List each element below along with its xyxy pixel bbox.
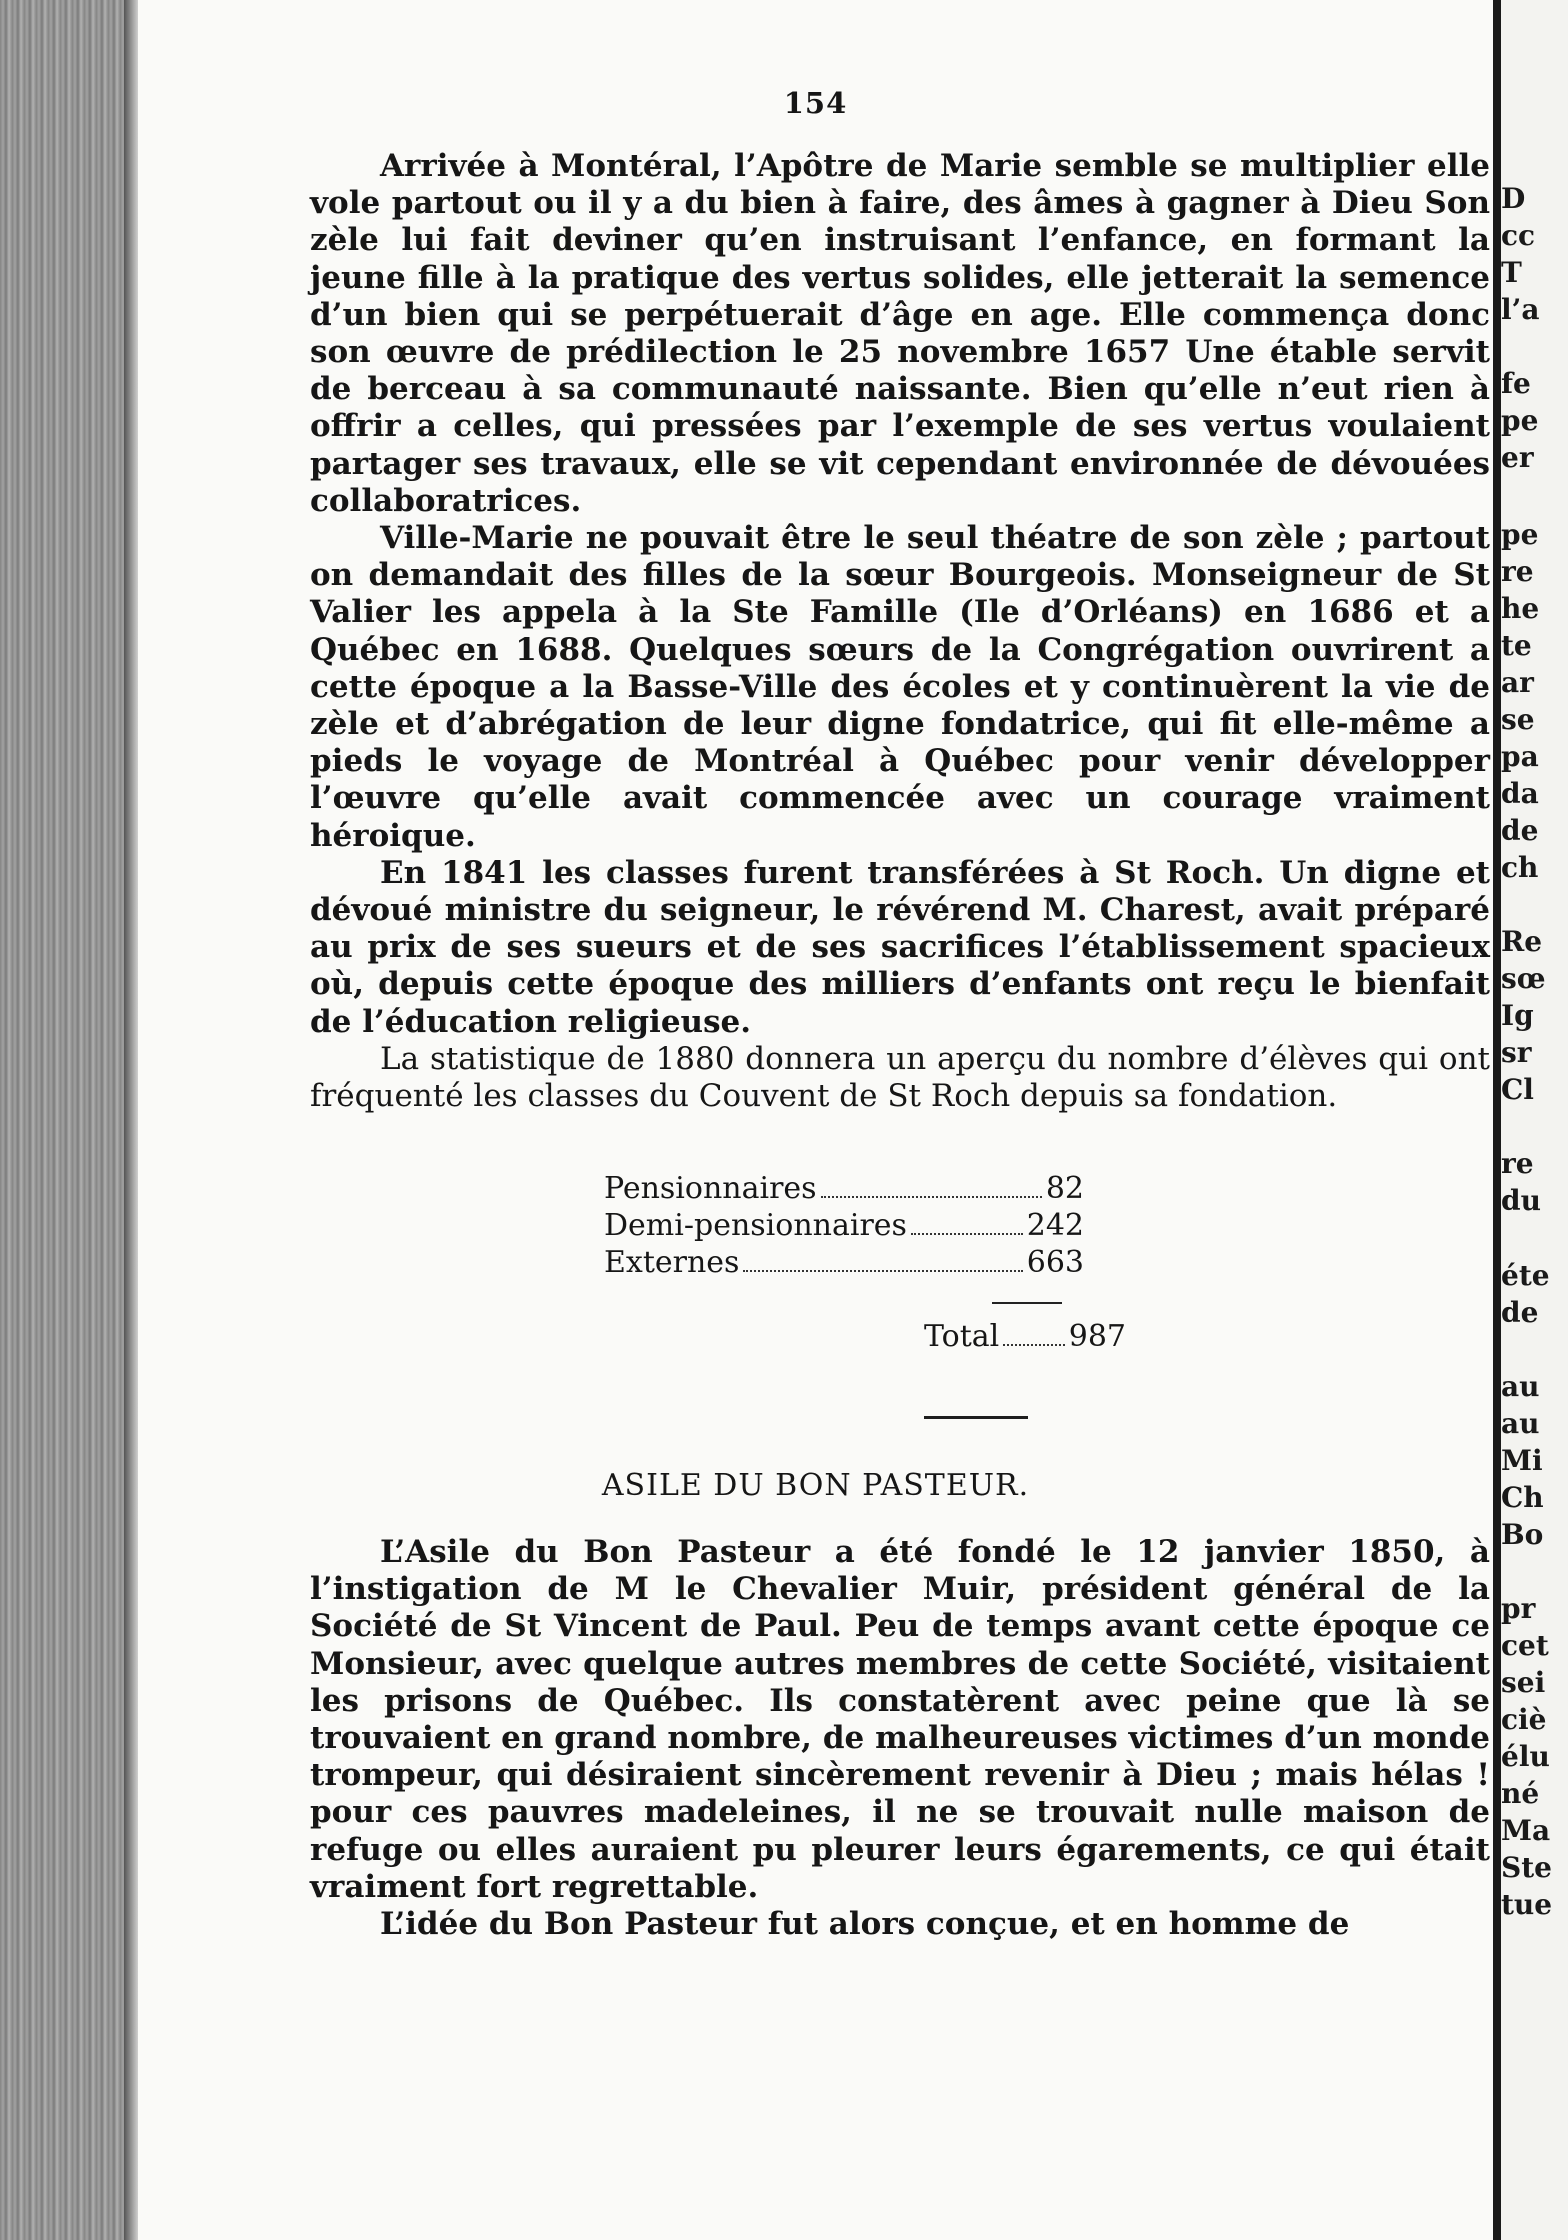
- stat-value: 663: [1026, 1245, 1084, 1280]
- dot-leader: [821, 1161, 1042, 1198]
- binding-shadow: [124, 0, 138, 2240]
- adjacent-page-text-fragment: ciè: [1501, 1703, 1547, 1736]
- stat-label: Pensionnaires: [604, 1171, 817, 1206]
- adjacent-page-text-fragment: Mi: [1501, 1444, 1543, 1477]
- adjacent-page-text-fragment: sœ: [1501, 962, 1546, 995]
- adjacent-page-text-fragment: ar: [1501, 666, 1534, 699]
- adjacent-page-text-fragment: Ig: [1501, 999, 1534, 1032]
- adjacent-page-text-fragment: élu: [1501, 1740, 1550, 1773]
- paragraph-1: Arrivée à Montéral, l’Apôtre de Marie semble se multiplier elle vole partout ou il y a du bien à faire, des âmes à gagner à Dieu Son zèle lui fait deviner qu’en instruisant l’enfance, en formant la jeune fille à la pratique des vertus solides, elle jetterait la semence d’un bien qui se perpétuerait d’âge en age. Elle commença donc son œuvre de prédilection le 25 novembre 1657 Une étable servit de berceau à sa communauté naissante. Bien qu’elle n’eut rien à offrir a celles, qui pressées par l’exemple de ses vertus voulaient partager ses travaux, elle se vit cependant environnée de dévouées collaboratrices.: [310, 148, 1490, 519]
- adjacent-page-text-fragment: Ste: [1501, 1851, 1552, 1884]
- adjacent-page-text-fragment: se: [1501, 703, 1535, 736]
- stat-row-externes: [604, 1244, 1084, 1281]
- adjacent-page-text-fragment: l’a: [1501, 293, 1540, 326]
- book-binding-edge: [0, 0, 130, 2240]
- adjacent-page-text-fragment: au: [1501, 1407, 1540, 1440]
- adjacent-page-text-fragment: Ma: [1501, 1814, 1551, 1847]
- adjacent-page-text-fragment: he: [1501, 592, 1540, 625]
- section-divider: [924, 1416, 1028, 1419]
- statistics-table: [604, 1170, 1084, 1281]
- adjacent-page-text-fragment: pe: [1501, 518, 1539, 551]
- adjacent-page-text-fragment: da: [1501, 777, 1539, 810]
- page-number: 154: [783, 86, 848, 120]
- adjacent-page-text-fragment: Cl: [1501, 1073, 1534, 1106]
- paragraph-3: En 1841 les classes furent transférées à St Roch. Un digne et dévoué ministre du seigneur, le révérend M. Charest, avait préparé au prix de ses sueurs et de ses sacrifices l’établissement spacieux où, depuis cette époque des milliers d’enfants ont reçu le bienfait de l’éducation religieuse.: [310, 854, 1490, 1040]
- dot-leader: [743, 1235, 1022, 1272]
- adjacent-page-text-fragment: T: [1501, 256, 1522, 289]
- adjacent-page-text-fragment: Ch: [1501, 1481, 1544, 1514]
- adjacent-page-text-fragment: Re: [1501, 925, 1543, 958]
- adjacent-page-text-fragment: er: [1501, 441, 1534, 474]
- scanned-page: [138, 0, 1493, 2240]
- body-text-section-1: [310, 148, 1490, 1115]
- stat-total-row: [924, 1318, 1126, 1355]
- total-label: Total: [924, 1319, 1000, 1354]
- adjacent-page-text-fragment: ch: [1501, 851, 1539, 884]
- adjacent-page-text-fragment: cet: [1501, 1629, 1549, 1662]
- dot-leader: [1003, 1309, 1064, 1346]
- dot-leader: [911, 1198, 1023, 1235]
- adjacent-page-text-fragment: pa: [1501, 740, 1539, 773]
- sum-rule: [992, 1302, 1062, 1304]
- total-value: 987: [1068, 1319, 1126, 1354]
- paragraph-5: L’Asile du Bon Pasteur a été fondé le 12 janvier 1850, à l’instigation de M le Chevalier Muir, président général de la Société de St Vincent de Paul. Peu de temps avant cette époque ce Monsieur, avec quelque autres membres de cette Société, visitaient les prisons de Québec. Ils constatèrent avec peine que là se trouvaient en grand nombre, de malheureuses victimes d’un monde trompeur, qui désiraient sincèrement revenir à Dieu ; mais hélas ! pour ces pauvres madeleines, il ne se trouvait nulle maison de refuge ou elles auraient pu pleurer leurs égarements, ce qui était vraiment fort regrettable.: [310, 1534, 1490, 1905]
- adjacent-page-text-fragment: au: [1501, 1370, 1540, 1403]
- adjacent-page-text-fragment: du: [1501, 1184, 1541, 1217]
- body-text-section-2: [310, 1534, 1490, 1943]
- adjacent-page-text-fragment: cc: [1501, 219, 1536, 252]
- paragraph-4: La statistique de 1880 donnera un aperçu du nombre d’élèves qui ont fréquenté les classes du Couvent de St Roch depuis sa fondation.: [310, 1040, 1490, 1115]
- adjacent-page-text-fragment: de: [1501, 814, 1539, 847]
- section-title: ASILE DU BON PASTEUR.: [601, 1468, 1030, 1503]
- adjacent-page-text-fragment: né: [1501, 1777, 1540, 1810]
- adjacent-page-text-fragment: de: [1501, 1296, 1539, 1329]
- paragraph-6: L’idée du Bon Pasteur fut alors conçue, et en homme de: [380, 1906, 1350, 1943]
- adjacent-page-text-fragment: fe: [1501, 367, 1531, 400]
- adjacent-page-text-fragment: re: [1501, 1147, 1534, 1180]
- adjacent-page-text-fragment: sr: [1501, 1036, 1532, 1069]
- adjacent-page-text-fragment: pr: [1501, 1592, 1536, 1625]
- adjacent-page-text-fragment: te: [1501, 629, 1532, 662]
- adjacent-page-text-fragment: éte: [1501, 1259, 1550, 1292]
- stat-value: 242: [1026, 1208, 1084, 1243]
- adjacent-page-text-fragment: tue: [1501, 1888, 1553, 1921]
- stat-label: Externes: [604, 1245, 740, 1280]
- paragraph-2: Ville-Marie ne pouvait être le seul théatre de son zèle ; partout on demandait des filles de la sœur Bourgeois. Monseigneur de St Valier les appela à la Ste Famille (Ile d’Orléans) en 1686 et a Québec en 1688. Quelques sœurs de la Congrégation ouvrirent a cette époque a la Basse-Ville des écoles et y continuèrent la vie de zèle et d’abrégation de leur digne fondatrice, qui fit elle-même a pieds le voyage de Montréal à Québec pour venir développer l’œuvre qu’elle avait commencée avec un courage vraiment héroique.: [310, 520, 1490, 854]
- adjacent-page-text-fragment: D: [1501, 182, 1526, 215]
- stat-value: 82: [1045, 1171, 1084, 1206]
- adjacent-page-text-fragment: sei: [1501, 1666, 1546, 1699]
- adjacent-page-text-fragment: re: [1501, 555, 1534, 588]
- adjacent-page-fragment: [1501, 0, 1568, 2240]
- stat-label: Demi-pensionnaires: [604, 1208, 907, 1243]
- adjacent-page-text-fragment: pe: [1501, 404, 1539, 437]
- adjacent-page-text-fragment: Bo: [1501, 1518, 1544, 1551]
- page-gutter: [1493, 0, 1501, 2240]
